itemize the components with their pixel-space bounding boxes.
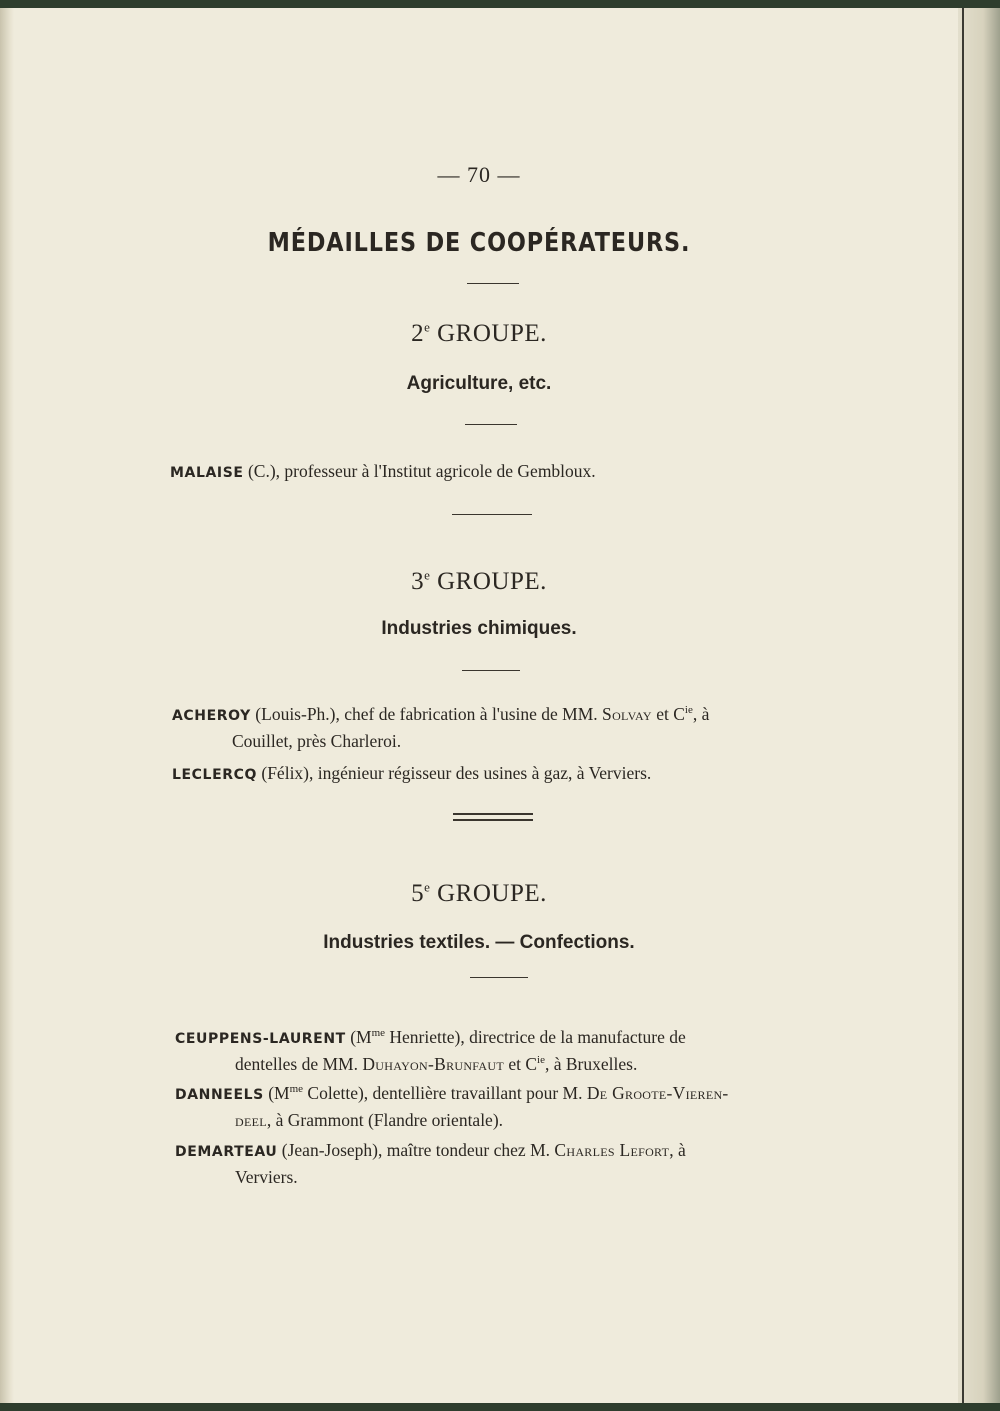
group-heading: 2e GROUPE.	[411, 319, 547, 347]
group-subtitle: Agriculture, etc.	[406, 373, 552, 394]
divider	[465, 424, 517, 425]
group-heading: 3e GROUPE.	[411, 567, 547, 595]
background-strip-bottom	[0, 1403, 1000, 1411]
entry: MALAISE (C.), professeur à l'Institut agricole de Gembloux.	[170, 461, 596, 481]
group-subtitle: Industries chimiques.	[381, 618, 577, 639]
divider	[470, 977, 528, 978]
book-edge	[958, 8, 1000, 1403]
group-subtitle: Industries textiles. — Confections.	[323, 932, 635, 953]
double-divider	[453, 813, 533, 815]
entry: DEMARTEAU (Jean-Joseph), maître tondeur chez M. Charles Lefort, à Verviers.	[175, 1140, 686, 1187]
entry: ACHEROY (Louis-Ph.), chef de fabrication à l'usine de MM. Solvay et $C^{ie}$, à Couillet, près Charleroi.	[172, 704, 710, 751]
page-title: MÉDAILLES DE COOPÉRATEURS.	[267, 228, 691, 258]
entry: DANNEELS ($M^{me}$ Colette), dentellière travaillant pour M. De Groote-Vieren- deel, à Grammont (Flandre orientale).	[175, 1083, 729, 1130]
entry: LECLERCQ (Félix), ingénieur régisseur des usines à gaz, à Verviers.	[172, 763, 652, 783]
divider	[467, 283, 519, 284]
group-heading: 5e GROUPE.	[411, 879, 547, 907]
divider	[462, 670, 520, 671]
page-number: — 70 —	[437, 162, 521, 187]
double-divider	[453, 819, 533, 821]
background-strip-top	[0, 0, 1000, 8]
entry: CEUPPENS-LAURENT ($M^{me}$ Henriette), directrice de la manufacture de dentelles de MM. Duhayon-Brunfaut et $C^{ie}$, à Bruxelles.	[175, 1027, 686, 1074]
binding-gutter	[0, 8, 14, 1403]
divider	[452, 514, 532, 515]
page	[0, 8, 958, 1403]
